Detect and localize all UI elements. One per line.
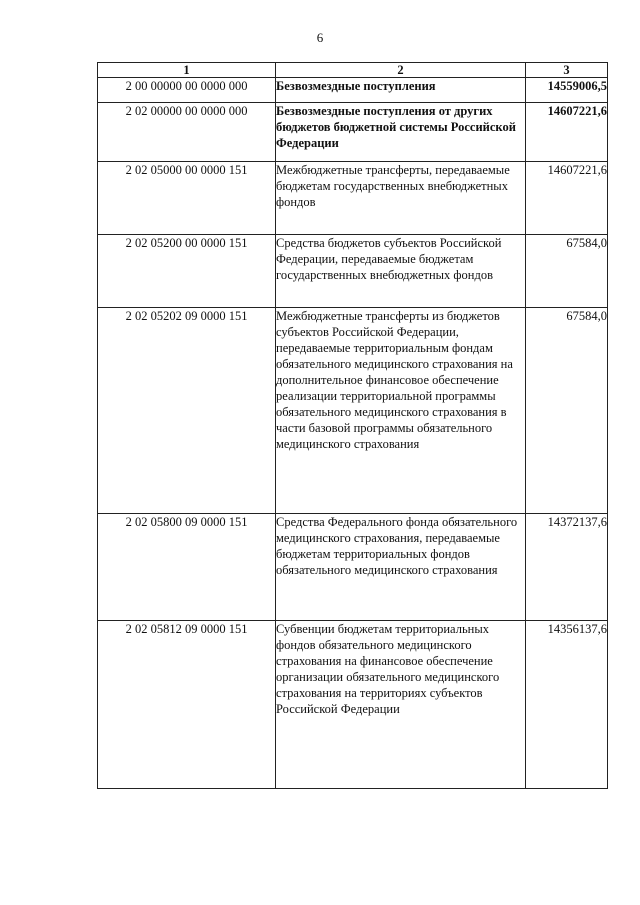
- table-row: [98, 514, 608, 621]
- item-name: Безвозмездные поступления: [276, 78, 526, 103]
- budget-code: 2 02 05202 09 0000 151: [98, 308, 276, 514]
- table-row: [98, 78, 608, 103]
- item-amount: 14607221,6: [526, 162, 608, 235]
- budget-code: 2 00 00000 00 0000 000: [98, 78, 276, 103]
- page-number: 6: [316, 30, 324, 45]
- budget-table: [97, 62, 608, 789]
- item-name: Субвенции бюджетам территориальных фондов обязательного медицинского страхования на финансовое обеспечение организации обязательного медицинского страхования на территориях субъектов Российской Федерации: [276, 621, 526, 789]
- budget-code: 2 02 05200 00 0000 151: [98, 235, 276, 308]
- table-row: [98, 621, 608, 789]
- item-name: Средства бюджетов субъектов Российской Федерации, передаваемые бюджетам государственных внебюджетных фондов: [276, 235, 526, 308]
- table-row: [98, 162, 608, 235]
- item-amount: 14559006,5: [526, 78, 608, 103]
- budget-code: 2 02 05800 09 0000 151: [98, 514, 276, 621]
- item-name: Средства Федерального фонда обязательного медицинского страхования, передаваемые бюджетам территориальных фондов обязательного медицинского страхования: [276, 514, 526, 621]
- item-name: Межбюджетные трансферты из бюджетов субъектов Российской Федерации, передаваемые территориальным фондам обязательного медицинского страхования на дополнительное финансовое обеспечение реализации территориальной программы обязательного медицинского страхования в части базовой программы обязательного медицинского страхования: [276, 308, 526, 514]
- budget-code: 2 02 05812 09 0000 151: [98, 621, 276, 789]
- item-amount: 67584,0: [526, 235, 608, 308]
- table-row: [98, 103, 608, 162]
- item-name: Безвозмездные поступления от других бюджетов бюджетной системы Российской Федерации: [276, 103, 526, 162]
- budget-code: 2 02 00000 00 0000 000: [98, 103, 276, 162]
- item-amount: 67584,0: [526, 308, 608, 514]
- item-amount: 14356137,6: [526, 621, 608, 789]
- column-header-2: 2: [276, 63, 526, 78]
- item-amount: 14372137,6: [526, 514, 608, 621]
- table-row: [98, 308, 608, 514]
- table-row: [98, 235, 608, 308]
- table-header-row: [98, 63, 608, 78]
- item-name: Межбюджетные трансферты, передаваемые бюджетам государственных внебюджетных фондов: [276, 162, 526, 235]
- budget-code: 2 02 05000 00 0000 151: [98, 162, 276, 235]
- item-amount: 14607221,6: [526, 103, 608, 162]
- column-header-1: 1: [98, 63, 276, 78]
- column-header-3: 3: [526, 63, 608, 78]
